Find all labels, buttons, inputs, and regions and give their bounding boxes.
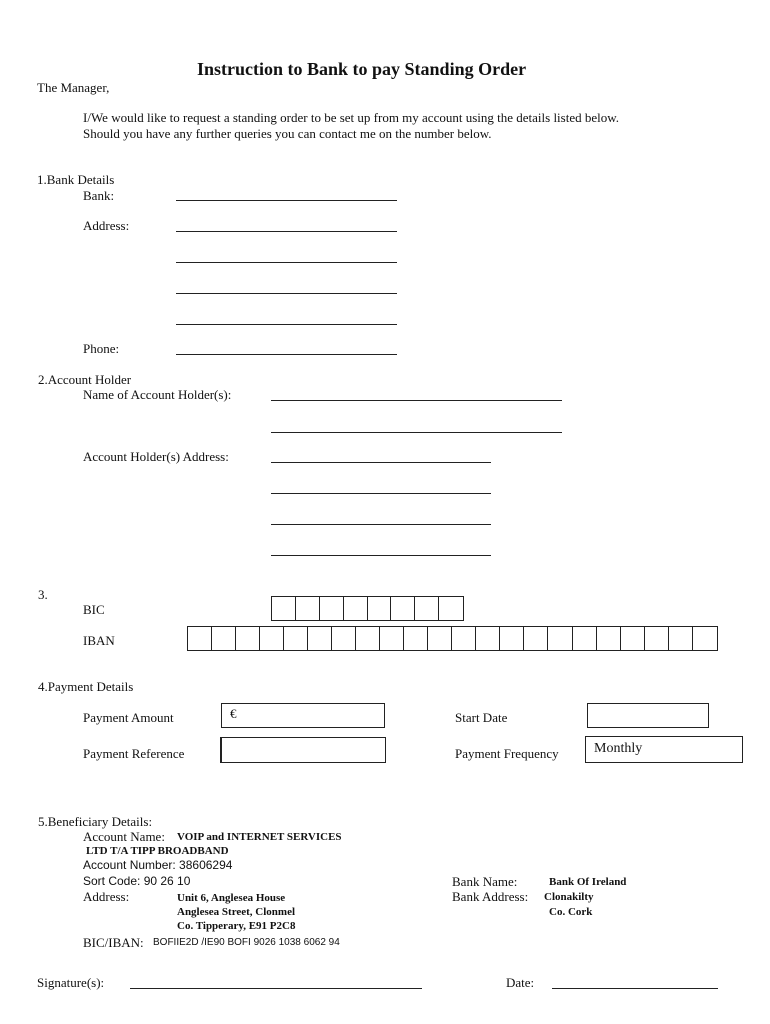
iban-cell[interactable]: [500, 627, 524, 650]
iban-cell[interactable]: [260, 627, 284, 650]
bank-name-value: Bank Of Ireland: [549, 876, 627, 888]
bic-label: BIC: [83, 602, 105, 617]
beneficiary-sort-code: Sort Code: 90 26 10: [83, 874, 191, 888]
account-holder-address-label: Account Holder(s) Address:: [83, 449, 229, 464]
bic-cell[interactable]: [320, 597, 344, 620]
intro-line-1: I/We would like to request a standing order to be set up from my account using the details listed below.: [83, 110, 620, 125]
iban-cell[interactable]: [380, 627, 404, 650]
account-holder-address-field-1[interactable]: [271, 462, 491, 463]
payment-frequency-value: Monthly: [594, 741, 643, 756]
beneficiary-account-name-line-1: VOIP and INTERNET SERVICES: [177, 831, 342, 843]
bic-input[interactable]: [271, 596, 464, 621]
beneficiary-bic-iban-value: BOFIIE2D /IE90 BOFI 9026 1038 6062 94: [153, 937, 340, 948]
bic-cell[interactable]: [368, 597, 392, 620]
payment-reference-label: Payment Reference: [83, 746, 185, 761]
start-date-label: Start Date: [455, 710, 508, 725]
iban-cell[interactable]: [548, 627, 572, 650]
payment-frequency-input[interactable]: [585, 736, 743, 763]
iban-cell[interactable]: [428, 627, 452, 650]
bank-address-line-2: Co. Cork: [549, 906, 593, 918]
iban-cell[interactable]: [332, 627, 356, 650]
page-title: Instruction to Bank to pay Standing Order: [197, 59, 527, 79]
iban-cell[interactable]: [452, 627, 476, 650]
beneficiary-address-label: Address:: [83, 889, 130, 904]
bank-address-line-1: Clonakilty: [544, 891, 594, 903]
bank-label: Bank:: [83, 188, 115, 203]
iban-cell[interactable]: [645, 627, 669, 650]
section-3-number: 3.: [38, 587, 48, 602]
account-holder-address-field-4[interactable]: [271, 555, 491, 556]
account-holder-address-field-2[interactable]: [271, 493, 491, 494]
beneficiary-account-name-line-2: LTD T/A TIPP BROADBAND: [86, 845, 229, 857]
bank-address-label: Address:: [83, 218, 130, 233]
iban-cell[interactable]: [524, 627, 548, 650]
beneficiary-address-line-2: Anglesea Street, Clonmel: [177, 906, 296, 918]
bank-phone-field[interactable]: [176, 354, 397, 355]
bic-cell[interactable]: [391, 597, 415, 620]
beneficiary-account-name-label: Account Name:: [83, 829, 165, 844]
payment-details-heading: 4.Payment Details: [38, 679, 134, 694]
start-date-input[interactable]: [587, 703, 709, 728]
payment-amount-input[interactable]: [221, 703, 385, 728]
payment-amount-value: €: [230, 706, 237, 721]
greeting: The Manager,: [37, 80, 110, 95]
iban-cell[interactable]: [693, 627, 717, 650]
payment-amount-label: Payment Amount: [83, 710, 174, 725]
iban-input[interactable]: [187, 626, 718, 651]
iban-cell[interactable]: [621, 627, 645, 650]
beneficiary-heading: 5.Beneficiary Details:: [38, 814, 153, 829]
iban-cell[interactable]: [573, 627, 597, 650]
account-holder-heading: 2.Account Holder: [38, 372, 132, 387]
bic-cell[interactable]: [439, 597, 463, 620]
account-holder-name-field-2[interactable]: [271, 432, 562, 433]
bank-address-field-4[interactable]: [176, 324, 397, 325]
iban-cell[interactable]: [188, 627, 212, 650]
account-holder-address-field-3[interactable]: [271, 524, 491, 525]
beneficiary-address-line-1: Unit 6, Anglesea House: [177, 892, 286, 904]
date-label: Date:: [506, 975, 535, 990]
bank-details-heading: 1.Bank Details: [37, 172, 115, 187]
iban-cell[interactable]: [308, 627, 332, 650]
bic-cell[interactable]: [344, 597, 368, 620]
iban-cell[interactable]: [284, 627, 308, 650]
beneficiary-address-line-3: Co. Tipperary, E91 P2C8: [177, 920, 296, 932]
signature-label: Signature(s):: [37, 975, 105, 990]
intro-line-2: Should you have any further queries you can contact me on the number below.: [83, 126, 492, 141]
iban-cell[interactable]: [669, 627, 693, 650]
beneficiary-bic-iban-label: BIC/IBAN:: [83, 935, 144, 950]
bank-address-field-1[interactable]: [176, 231, 397, 232]
payment-frequency-label: Payment Frequency: [455, 746, 559, 761]
iban-label: IBAN: [83, 633, 115, 648]
bic-cell[interactable]: [415, 597, 439, 620]
signature-field[interactable]: [130, 988, 422, 989]
iban-cell[interactable]: [476, 627, 500, 650]
bank-name-field[interactable]: [176, 200, 397, 201]
date-field[interactable]: [552, 988, 718, 989]
account-holder-name-field-1[interactable]: [271, 400, 562, 401]
bank-phone-label: Phone:: [83, 341, 120, 356]
bic-cell[interactable]: [272, 597, 296, 620]
iban-cell[interactable]: [356, 627, 380, 650]
beneficiary-account-number: Account Number: 38606294: [83, 858, 233, 872]
iban-cell[interactable]: [404, 627, 428, 650]
iban-cell[interactable]: [597, 627, 621, 650]
iban-cell[interactable]: [236, 627, 260, 650]
bank-name-label: Bank Name:: [452, 874, 518, 889]
payment-reference-input[interactable]: [220, 737, 386, 763]
account-holder-name-label: Name of Account Holder(s):: [83, 387, 232, 402]
iban-cell[interactable]: [212, 627, 236, 650]
bank-address-field-3[interactable]: [176, 293, 397, 294]
bank-address-label: Bank Address:: [452, 889, 529, 904]
bank-address-field-2[interactable]: [176, 262, 397, 263]
bic-cell[interactable]: [296, 597, 320, 620]
